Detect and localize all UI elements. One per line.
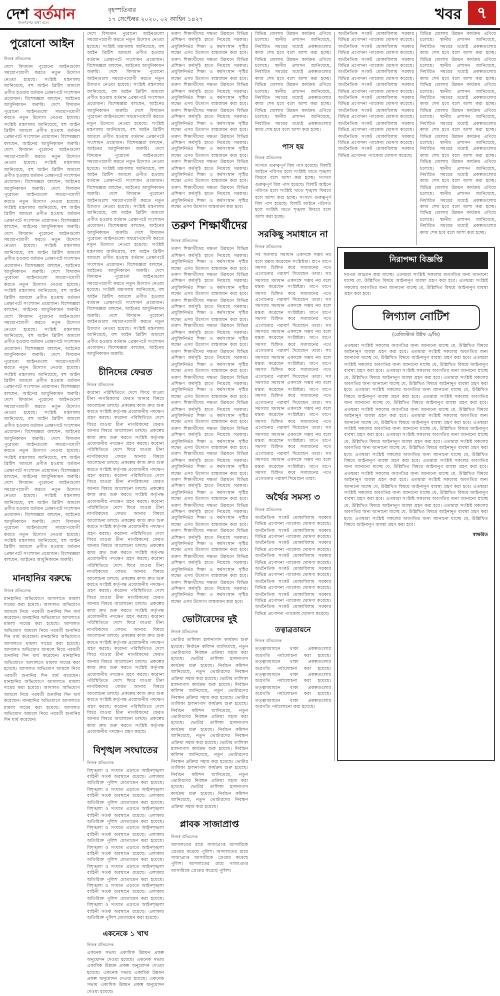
legal-notice-body: এতদ্বারা সংশ্লিষ্ট সকলের অবগতির জন্য জানানো যাচ্ছে যে, উল্লিখিত বিষয়ে আইনানুগ ব্যবস্থা গ্রহণ করা হবে। এতদ্বারা সংশ্লিষ্ট সকলের অবগতির জন্য জানানো যাচ্ছে যে, উল্লিখিত বিষয়ে আইনানুগ ব্যবস্থা গ্রহণ করা হবে। এতদ্বারা সংশ্লিষ্ট সকলের অবগতির জন্য জানানো যাচ্ছে যে, উল্লিখিত বিষয়ে আইনানুগ ব্যবস্থা গ্রহণ করা হবে। এতদ্বারা সংশ্লিষ্ট সকলের অবগতির জন্য জানানো যাচ্ছে যে, উল্লিখিত বিষয়ে আইনানুগ ব্যবস্থা গ্রহণ করা হবে। এতদ্বারা সংশ্লিষ্ট সকলের অবগতির জন্য জানানো যাচ্ছে যে, উল্লিখিত বিষয়ে আইনানুগ ব্যবস্থা গ্রহণ করা হবে। এতদ্বারা সংশ্লিষ্ট সকলের অবগতির জন্য জানানো যাচ্ছে যে, উল্লিখিত বিষয়ে আইনানুগ ব্যবস্থা গ্রহণ করা হবে। এতদ্বারা সংশ্লিষ্ট সকলের অবগতির জন্য জানানো যাচ্ছে যে, উল্লিখিত বিষয়ে আইনানুগ ব্যবস্থা গ্রহণ করা হবে। এতদ্বারা সংশ্লিষ্ট সকলের অবগতির জন্য জানানো যাচ্ছে যে, উল্লিখিত বিষয়ে আইনানুগ ব্যবস্থা গ্রহণ করা হবে। এতদ্বারা সংশ্লিষ্ট সকলের অবগতির জন্য জানানো যাচ্ছে যে, উল্লিখিত বিষয়ে আইনানুগ ব্যবস্থা গ্রহণ করা হবে। এতদ্বারা সংশ্লিষ্ট সকলের অবগতির জন্য জানানো যাচ্ছে যে, উল্লিখিত বিষয়ে আইনানুগ ব্যবস্থা গ্রহণ করা হবে। এতদ্বারা সংশ্লিষ্ট সকলের অবগতির জন্য জানানো যাচ্ছে যে, উল্লিখিত বিষয়ে আইনানুগ ব্যবস্থা গ্রহণ করা হবে। এতদ্বারা সংশ্লিষ্ট সকলের অবগতির জন্য জানানো যাচ্ছে যে, উল্লিখিত বিষয়ে আইনানুগ ব্যবস্থা গ্রহণ করা হবে। এতদ্বারা সংশ্লিষ্ট সকলের অবগতির জন্য জানানো যাচ্ছে যে, উল্লিখিত বিষয়ে আইনানুগ ব্যবস্থা গ্রহণ করা হবে। এতদ্বারা সংশ্লিষ্ট সকলের অবগতির জন্য জানানো যাচ্ছে যে, উল্লিখিত বিষয়ে আইনানুগ ব্যবস্থা গ্রহণ করা হবে। এতদ্বারা সংশ্লিষ্ট সকলের অবগতির জন্য জানানো যাচ্ছে যে, উল্লিখিত বিষয়ে আইনানুগ ব্যবস্থা গ্রহণ করা হবে। এতদ্বারা সংশ্লিষ্ট সকলের অবগতির জন্য জানানো যাচ্ছে যে, উল্লিখিত বিষয়ে আইনানুগ ব্যবস্থা গ্রহণ করা হবে। এতদ্বারা সংশ্লিষ্ট সকলের অবগতির জন্য জানানো যাচ্ছে যে, উল্লিখিত বিষয়ে আইনানুগ ব্যবস্থা গ্রহণ করা হবে। এতদ্বারা সংশ্লিষ্ট সকলের অবগতির জন্য জানানো যাচ্ছে যে, উল্লিখিত বিষয়ে আইনানুগ ব্যবস্থা গ্রহণ করা হবে। এতদ্বারা সংশ্লিষ্ট সকলের অবগতির জন্য জানানো যাচ্ছে যে, উল্লিখিত বিষয়ে আইনানুগ ব্যবস্থা গ্রহণ করা হবে। এতদ্বারা সংশ্লিষ্ট সকলের অবগতির জন্য জানানো যাচ্ছে যে, উল্লিখিত বিষয়ে আইনানুগ ব্যবস্থা গ্রহণ করা হবে।	[344, 343, 489, 528]
column-4	[255, 32, 331, 761]
article-body: তরুণ শিক্ষার্থীদের দক্ষতা উন্নয়নে বিভিন্ন প্রশিক্ষণ কর্মসূচি হাতে নিয়েছে সরকার। প্রযুক্তিনির্ভর শিক্ষা ও কর্মসংস্থান সৃষ্টির লক্ষ্যে এসব উদ্যোগ বাস্তবায়ন করা হবে। তরুণ শিক্ষার্থীদের দক্ষতা উন্নয়নে বিভিন্ন প্রশিক্ষণ কর্মসূচি হাতে নিয়েছে সরকার। প্রযুক্তিনির্ভর শিক্ষা ও কর্মসংস্থান সৃষ্টির লক্ষ্যে এসব উদ্যোগ বাস্তবায়ন করা হবে। তরুণ শিক্ষার্থীদের দক্ষতা উন্নয়নে বিভিন্ন প্রশিক্ষণ কর্মসূচি হাতে নিয়েছে সরকার। প্রযুক্তিনির্ভর শিক্ষা ও কর্মসংস্থান সৃষ্টির লক্ষ্যে এসব উদ্যোগ বাস্তবায়ন করা হবে। তরুণ শিক্ষার্থীদের দক্ষতা উন্নয়নে বিভিন্ন প্রশিক্ষণ কর্মসূচি হাতে নিয়েছে সরকার। প্রযুক্তিনির্ভর শিক্ষা ও কর্মসংস্থান সৃষ্টির লক্ষ্যে এসব উদ্যোগ বাস্তবায়ন করা হবে। তরুণ শিক্ষার্থীদের দক্ষতা উন্নয়নে বিভিন্ন প্রশিক্ষণ কর্মসূচি হাতে নিয়েছে সরকার। প্রযুক্তিনির্ভর শিক্ষা ও কর্মসংস্থান সৃষ্টির লক্ষ্যে এসব উদ্যোগ বাস্তবায়ন করা হবে। তরুণ শিক্ষার্থীদের দক্ষতা উন্নয়নে বিভিন্ন প্রশিক্ষণ কর্মসূচি হাতে নিয়েছে সরকার। প্রযুক্তিনির্ভর শিক্ষা ও কর্মসংস্থান সৃষ্টির লক্ষ্যে এসব উদ্যোগ বাস্তবায়ন করা হবে। তরুণ শিক্ষার্থীদের দক্ষতা উন্নয়নে বিভিন্ন প্রশিক্ষণ কর্মসূচি হাতে নিয়েছে সরকার। প্রযুক্তিনির্ভর শিক্ষা ও কর্মসংস্থান সৃষ্টির লক্ষ্যে এসব উদ্যোগ বাস্তবায়ন করা হবে। তরুণ শিক্ষার্থীদের দক্ষতা উন্নয়নে বিভিন্ন প্রশিক্ষণ কর্মসূচি হাতে নিয়েছে সরকার। প্রযুক্তিনির্ভর শিক্ষা ও কর্মসংস্থান সৃষ্টির লক্ষ্যে এসব উদ্যোগ বাস্তবায়ন করা হবে। তরুণ শিক্ষার্থীদের দক্ষতা উন্নয়নে বিভিন্ন প্রশিক্ষণ কর্মসূচি হাতে নিয়েছে সরকার। প্রযুক্তিনির্ভর শিক্ষা ও কর্মসংস্থান সৃষ্টির লক্ষ্যে এসব উদ্যোগ বাস্তবায়ন করা হবে। তরুণ শিক্ষার্থীদের দক্ষতা উন্নয়নে বিভিন্ন প্রশিক্ষণ কর্মসূচি হাতে নিয়েছে সরকার। প্রযুক্তিনির্ভর শিক্ষা ও কর্মসংস্থান সৃষ্টির লক্ষ্যে এসব উদ্যোগ বাস্তবায়ন করা হবে। তরুণ শিক্ষার্থীদের দক্ষতা উন্নয়নে বিভিন্ন প্রশিক্ষণ কর্মসূচি হাতে নিয়েছে সরকার। প্রযুক্তিনির্ভর শিক্ষা ও কর্মসংস্থান সৃষ্টির লক্ষ্যে এসব উদ্যোগ বাস্তবায়ন করা হবে। তরুণ শিক্ষার্থীদের দক্ষতা উন্নয়নে বিভিন্ন প্রশিক্ষণ কর্মসূচি হাতে নিয়েছে সরকার। প্রযুক্তিনির্ভর শিক্ষা ও কর্মসংস্থান সৃষ্টির লক্ষ্যে এসব উদ্যোগ বাস্তবায়ন করা হবে। তরুণ শিক্ষার্থীদের দক্ষতা উন্নয়নে বিভিন্ন প্রশিক্ষণ কর্মসূচি হাতে নিয়েছে সরকার। প্রযুক্তিনির্ভর শিক্ষা ও কর্মসংস্থান সৃষ্টির লক্ষ্যে এসব উদ্যোগ বাস্তবায়ন করা হবে। তরুণ শিক্ষার্থীদের দক্ষতা উন্নয়নে বিভিন্ন প্রশিক্ষণ কর্মসূচি হাতে নিয়েছে সরকার। প্রযুক্তিনির্ভর শিক্ষা ও কর্মসংস্থান সৃষ্টির লক্ষ্যে এসব উদ্যোগ বাস্তবায়ন করা হবে।	[171, 247, 248, 605]
article-body: বিশৃঙ্খলা ও সংঘাত এড়াতে আইনশৃঙ্খলা বাহিনী সতর্ক অবস্থানে রয়েছে। এলাকায় অতিরিক্ত পুলিশ মোতায়েন করা হয়েছে। বিশৃঙ্খলা ও সংঘাত এড়াতে আইনশৃঙ্খলা বাহিনী সতর্ক অবস্থানে রয়েছে। এলাকায় অতিরিক্ত পুলিশ মোতায়েন করা হয়েছে। বিশৃঙ্খলা ও সংঘাত এড়াতে আইনশৃঙ্খলা বাহিনী সতর্ক অবস্থানে রয়েছে। এলাকায় অতিরিক্ত পুলিশ মোতায়েন করা হয়েছে। বিশৃঙ্খলা ও সংঘাত এড়াতে আইনশৃঙ্খলা বাহিনী সতর্ক অবস্থানে রয়েছে। এলাকায় অতিরিক্ত পুলিশ মোতায়েন করা হয়েছে। বিশৃঙ্খলা ও সংঘাত এড়াতে আইনশৃঙ্খলা বাহিনী সতর্ক অবস্থানে রয়েছে। এলাকায় অতিরিক্ত পুলিশ মোতায়েন করা হয়েছে। বিশৃঙ্খলা ও সংঘাত এড়াতে আইনশৃঙ্খলা বাহিনী সতর্ক অবস্থানে রয়েছে। এলাকায় অতিরিক্ত পুলিশ মোতায়েন করা হয়েছে। বিশৃঙ্খলা ও সংঘাত এড়াতে আইনশৃঙ্খলা বাহিনী সতর্ক অবস্থানে রয়েছে। এলাকায় অতিরিক্ত পুলিশ মোতায়েন করা হয়েছে। বিশৃঙ্খলা ও সংঘাত এড়াতে আইনশৃঙ্খলা বাহিনী সতর্ক অবস্থানে রয়েছে। এলাকায় অতিরিক্ত পুলিশ মোতায়েন করা হয়েছে।	[87, 768, 164, 921]
article-byline: নিজস্ব প্রতিবেদক	[255, 154, 282, 160]
column-rule	[251, 32, 252, 761]
article-headline[interactable]: ভোটারেদের দুই	[182, 615, 237, 626]
article-byline: নিজস্ব প্রতিবেদক	[171, 629, 198, 635]
masthead	[0, 0, 500, 30]
signature: স্বাক্ষরিত	[472, 533, 488, 539]
legal-notice-box	[337, 247, 495, 761]
legal-notice-subtitle: (রেজিস্টার্ড উইথ এ/ডি)	[392, 331, 440, 338]
article-byline: নিজস্ব প্রতিবেদক	[87, 381, 114, 387]
article-headline[interactable]: তত্বাব্রতায়নে	[275, 625, 311, 635]
article-body: ভোটার তালিকা হালনাগাদ কার্যক্রম শুরু হয়েছে। নির্বাচন কমিশন জানিয়েছে, নতুন ভোটারদের নিবন্ধন প্রক্রিয়া সহজ করা হয়েছে। ভোটার তালিকা হালনাগাদ কার্যক্রম শুরু হয়েছে। নির্বাচন কমিশন জানিয়েছে, নতুন ভোটারদের নিবন্ধন প্রক্রিয়া সহজ করা হয়েছে। ভোটার তালিকা হালনাগাদ কার্যক্রম শুরু হয়েছে। নির্বাচন কমিশন জানিয়েছে, নতুন ভোটারদের নিবন্ধন প্রক্রিয়া সহজ করা হয়েছে। ভোটার তালিকা হালনাগাদ কার্যক্রম শুরু হয়েছে। নির্বাচন কমিশন জানিয়েছে, নতুন ভোটারদের নিবন্ধন প্রক্রিয়া সহজ করা হয়েছে। ভোটার তালিকা হালনাগাদ কার্যক্রম শুরু হয়েছে। নির্বাচন কমিশন জানিয়েছে, নতুন ভোটারদের নিবন্ধন প্রক্রিয়া সহজ করা হয়েছে। ভোটার তালিকা হালনাগাদ কার্যক্রম শুরু হয়েছে। নির্বাচন কমিশন জানিয়েছে, নতুন ভোটারদের নিবন্ধন প্রক্রিয়া সহজ করা হয়েছে। ভোটার তালিকা হালনাগাদ কার্যক্রম শুরু হয়েছে। নির্বাচন কমিশন জানিয়েছে, নতুন ভোটারদের নিবন্ধন প্রক্রিয়া সহজ করা হয়েছে। ভোটার তালিকা হালনাগাদ কার্যক্রম শুরু হয়েছে। নির্বাচন কমিশন জানিয়েছে, নতুন ভোটারদের নিবন্ধন প্রক্রিয়া সহজ করা হয়েছে।	[171, 638, 249, 810]
article-headline[interactable]: মানহানির বরুদ্ধে	[12, 573, 72, 584]
article-byline: নিজস্ব প্রতিবেদক	[171, 238, 198, 244]
article-headline[interactable]: অর্থৈর সমস্য ৩	[266, 492, 320, 503]
article-body: বিভিন্ন জেলায় উন্নয়ন কার্যক্রম এগিয়ে চলেছে। স্থানীয় প্রশাসন জানিয়েছে, নির্ধারিত সময়ের মধ্যেই প্রকল্পগুলোর কাজ শেষ হবে বলে আশা করা হচ্ছে। বিভিন্ন জেলায় উন্নয়ন কার্যক্রম এগিয়ে চলেছে। স্থানীয় প্রশাসন জানিয়েছে, নির্ধারিত সময়ের মধ্যেই প্রকল্পগুলোর কাজ শেষ হবে বলে আশা করা হচ্ছে। বিভিন্ন জেলায় উন্নয়ন কার্যক্রম এগিয়ে চলেছে। স্থানীয় প্রশাসন জানিয়েছে, নির্ধারিত সময়ের মধ্যেই প্রকল্পগুলোর কাজ শেষ হবে বলে আশা করা হচ্ছে। বিভিন্ন জেলায় উন্নয়ন কার্যক্রম এগিয়ে চলেছে। স্থানীয় প্রশাসন জানিয়েছে, নির্ধারিত সময়ের মধ্যেই প্রকল্পগুলোর কাজ শেষ হবে বলে আশা করা হচ্ছে।	[255, 32, 331, 134]
article-body: আদালতের রায়ে সাজাপ্রাপ্ত আসামিকে গ্রেপ্তার করেছে পুলিশ। আদালতের রায়ে সাজাপ্রাপ্ত আসামিকে গ্রেপ্তার করেছে পুলিশ। আদালতের রায়ে সাজাপ্রাপ্ত আসামিকে গ্রেপ্তার করেছে পুলিশ।	[171, 843, 249, 874]
column-rule	[334, 32, 335, 761]
article-body: মানহানির অভিযোগে আদালতে মামলা দায়ের করা হয়েছে। আদালত অভিযোগ আমলে নিয়ে পরবর্তী শুনানির দিন ধার্য করেছেন। মানহানির অভিযোগে আদালতে মামলা দায়ের করা হয়েছে। আদালত অভিযোগ আমলে নিয়ে পরবর্তী শুনানির দিন ধার্য করেছেন। মানহানির অভিযোগে আদালতে মামলা দায়ের করা হয়েছে। আদালত অভিযোগ আমলে নিয়ে পরবর্তী শুনানির দিন ধার্য করেছেন। মানহানির অভিযোগে আদালতে মামলা দায়ের করা হয়েছে। আদালত অভিযোগ আমলে নিয়ে পরবর্তী শুনানির দিন ধার্য করেছেন। মানহানির অভিযোগে আদালতে মামলা দায়ের করা হয়েছে। আদালত অভিযোগ আমলে নিয়ে পরবর্তী শুনানির দিন ধার্য করেছেন। মানহানির অভিযোগে আদালতে মামলা দায়ের করা হয়েছে। আদালত অভিযোগ আমলে নিয়ে পরবর্তী শুনানির দিন ধার্য করেছেন।	[4, 596, 81, 724]
article-byline: নিজস্ব প্রতিবেদক	[255, 506, 282, 512]
column-5a	[338, 32, 414, 242]
article-headline[interactable]: চীনিদের ফেরত	[98, 367, 153, 378]
tender-header: নিরাপদ্দা বিজ্ঞপ্তি	[344, 252, 488, 269]
logo-part2: বর্তমান	[34, 5, 76, 23]
article-headline[interactable]: একনেকে ১ খাখ	[102, 929, 149, 939]
article-headline[interactable]: পুরোনো আইন	[9, 37, 75, 50]
article-headline[interactable]: সরকিছু সমাধানে না	[258, 230, 328, 241]
column-6a	[420, 32, 496, 242]
article-body: তত্ত্বাবধায়নে থাকা প্রকল্পগুলোর অগ্রগতি পর্যালোচনা করা হয়েছে। তত্ত্বাবধায়নে থাকা প্রকল্পগুলোর অগ্রগতি পর্যালোচনা করা হয়েছে। তত্ত্বাবধায়নে থাকা প্রকল্পগুলোর অগ্রগতি পর্যালোচনা করা হয়েছে। তত্ত্বাবধায়নে থাকা প্রকল্পগুলোর অগ্রগতি পর্যালোচনা করা হয়েছে। তত্ত্বাবধায়নে থাকা প্রকল্পগুলোর অগ্রগতি পর্যালোচনা করা হয়েছে।	[255, 647, 331, 710]
article-body: অর্থনৈতিক সংকট মোকাবিলায় সরকার বিভিন্ন প্রণোদনা প্যাকেজ ঘোষণা করেছে। অর্থনৈতিক সংকট মোকাবিলায় সরকার বিভিন্ন প্রণোদনা প্যাকেজ ঘোষণা করেছে। অর্থনৈতিক সংকট মোকাবিলায় সরকার বিভিন্ন প্রণোদনা প্যাকেজ ঘোষণা করেছে। অর্থনৈতিক সংকট মোকাবিলায় সরকার বিভিন্ন প্রণোদনা প্যাকেজ ঘোষণা করেছে। অর্থনৈতিক সংকট মোকাবিলায় সরকার বিভিন্ন প্রণোদনা প্যাকেজ ঘোষণা করেছে। অর্থনৈতিক সংকট মোকাবিলায় সরকার বিভিন্ন প্রণোদনা প্যাকেজ ঘোষণা করেছে। অর্থনৈতিক সংকট মোকাবিলায় সরকার বিভিন্ন প্রণোদনা প্যাকেজ ঘোষণা করেছে। অর্থনৈতিক সংকট মোকাবিলায় সরকার বিভিন্ন প্রণোদনা প্যাকেজ ঘোষণা করেছে।	[255, 515, 331, 617]
logo-part1: দেশ	[6, 5, 29, 23]
article-byline: নিজস্ব প্রতিবেদক	[4, 56, 31, 61]
page-number-badge: ৭	[468, 1, 496, 25]
article-body: সব সমস্যার সমাধান একসঙ্গে সম্ভব নয় বলে মন্তব্য করেছেন সংশ্লিষ্টরা। ধাপে ধাপে সমস্যা চিহ্নিত করে সমাধানের পথে এগোনোর পরামর্শ দিয়েছেন তারা। সব সমস্যার সমাধান একসঙ্গে সম্ভব নয় বলে মন্তব্য করেছেন সংশ্লিষ্টরা। ধাপে ধাপে সমস্যা চিহ্নিত করে সমাধানের পথে এগোনোর পরামর্শ দিয়েছেন তারা। সব সমস্যার সমাধান একসঙ্গে সম্ভব নয় বলে মন্তব্য করেছেন সংশ্লিষ্টরা। ধাপে ধাপে সমস্যা চিহ্নিত করে সমাধানের পথে এগোনোর পরামর্শ দিয়েছেন তারা। সব সমস্যার সমাধান একসঙ্গে সম্ভব নয় বলে মন্তব্য করেছেন সংশ্লিষ্টরা। ধাপে ধাপে সমস্যা চিহ্নিত করে সমাধানের পথে এগোনোর পরামর্শ দিয়েছেন তারা। সব সমস্যার সমাধান একসঙ্গে সম্ভব নয় বলে মন্তব্য করেছেন সংশ্লিষ্টরা। ধাপে ধাপে সমস্যা চিহ্নিত করে সমাধানের পথে এগোনোর পরামর্শ দিয়েছেন তারা। সব সমস্যার সমাধান একসঙ্গে সম্ভব নয় বলে মন্তব্য করেছেন সংশ্লিষ্টরা। ধাপে ধাপে সমস্যা চিহ্নিত করে সমাধানের পথে এগোনোর পরামর্শ দিয়েছেন তারা। সব সমস্যার সমাধান একসঙ্গে সম্ভব নয় বলে মন্তব্য করেছেন সংশ্লিষ্টরা। ধাপে ধাপে সমস্যা চিহ্নিত করে সমাধানের পথে এগোনোর পরামর্শ দিয়েছেন তারা। সব সমস্যার সমাধান একসঙ্গে সম্ভব নয় বলে মন্তব্য করেছেন সংশ্লিষ্টরা। ধাপে ধাপে সমস্যা চিহ্নিত করে সমাধানের পথে এগোনোর পরামর্শ দিয়েছেন তারা। সব সমস্যার সমাধান একসঙ্গে সম্ভব নয় বলে মন্তব্য করেছেন সংশ্লিষ্টরা। ধাপে ধাপে সমস্যা চিহ্নিত করে সমাধানের পথে এগোনোর পরামর্শ দিয়েছেন তারা।	[255, 253, 331, 483]
day-text: বৃহস্পতিবার	[108, 7, 136, 14]
column-rule	[416, 32, 417, 245]
article-byline: নিজস্ব প্রতিবেদক	[87, 759, 114, 765]
column-1	[4, 32, 80, 761]
section-title: খবর	[435, 5, 462, 23]
column-rule	[83, 32, 84, 761]
column-2	[87, 32, 165, 995]
article-byline: নিজস্ব প্রতিবেদক	[255, 638, 282, 644]
article-body: দেশে বিদ্যমান পুরোনো আইনগুলো সময়োপযোগী করতে নতুন উদ্যোগ নেওয়া হয়েছে। সংশ্লিষ্ট মন্ত্রণালয় জানিয়েছে, বহু আইন ব্রিটিশ আমলে প্রণীত হওয়ায় বর্তমান প্রেক্ষাপটে সংশোধন প্রয়োজন। বিশেষজ্ঞরা বলছেন, আইনের আধুনিকায়ন জরুরি। দেশে বিদ্যমান পুরোনো আইনগুলো সময়োপযোগী করতে নতুন উদ্যোগ নেওয়া হয়েছে। সংশ্লিষ্ট মন্ত্রণালয় জানিয়েছে, বহু আইন ব্রিটিশ আমলে প্রণীত হওয়ায় বর্তমান প্রেক্ষাপটে সংশোধন প্রয়োজন। বিশেষজ্ঞরা বলছেন, আইনের আধুনিকায়ন জরুরি। দেশে বিদ্যমান পুরোনো আইনগুলো সময়োপযোগী করতে নতুন উদ্যোগ নেওয়া হয়েছে। সংশ্লিষ্ট মন্ত্রণালয় জানিয়েছে, বহু আইন ব্রিটিশ আমলে প্রণীত হওয়ায় বর্তমান প্রেক্ষাপটে সংশোধন প্রয়োজন। বিশেষজ্ঞরা বলছেন, আইনের আধুনিকায়ন জরুরি। দেশে বিদ্যমান পুরোনো আইনগুলো সময়োপযোগী করতে নতুন উদ্যোগ নেওয়া হয়েছে। সংশ্লিষ্ট মন্ত্রণালয় জানিয়েছে, বহু আইন ব্রিটিশ আমলে প্রণীত হওয়ায় বর্তমান প্রেক্ষাপটে সংশোধন প্রয়োজন। বিশেষজ্ঞরা বলছেন, আইনের আধুনিকায়ন জরুরি। দেশে বিদ্যমান পুরোনো আইনগুলো সময়োপযোগী করতে নতুন উদ্যোগ নেওয়া হয়েছে। সংশ্লিষ্ট মন্ত্রণালয় জানিয়েছে, বহু আইন ব্রিটিশ আমলে প্রণীত হওয়ায় বর্তমান প্রেক্ষাপটে সংশোধন প্রয়োজন। বিশেষজ্ঞরা বলছেন, আইনের আধুনিকায়ন জরুরি। দেশে বিদ্যমান পুরোনো আইনগুলো সময়োপযোগী করতে নতুন উদ্যোগ নেওয়া হয়েছে। সংশ্লিষ্ট মন্ত্রণালয় জানিয়েছে, বহু আইন ব্রিটিশ আমলে প্রণীত হওয়ায় বর্তমান প্রেক্ষাপটে সংশোধন প্রয়োজন। বিশেষজ্ঞরা বলছেন, আইনের আধুনিকায়ন জরুরি। দেশে বিদ্যমান পুরোনো আইনগুলো সময়োপযোগী করতে নতুন উদ্যোগ নেওয়া হয়েছে। সংশ্লিষ্ট মন্ত্রণালয় জানিয়েছে, বহু আইন ব্রিটিশ আমলে প্রণীত হওয়ায় বর্তমান প্রেক্ষাপটে সংশোধন প্রয়োজন। বিশেষজ্ঞরা বলছেন, আইনের আধুনিকায়ন জরুরি। দেশে বিদ্যমান পুরোনো আইনগুলো সময়োপযোগী করতে নতুন উদ্যোগ নেওয়া হয়েছে। সংশ্লিষ্ট মন্ত্রণালয় জানিয়েছে, বহু আইন ব্রিটিশ আমলে প্রণীত হওয়ায় বর্তমান প্রেক্ষাপটে সংশোধন প্রয়োজন। বিশেষজ্ঞরা বলছেন, আইনের আধুনিকায়ন জরুরি। দেশে বিদ্যমান পুরোনো আইনগুলো সময়োপযোগী করতে নতুন উদ্যোগ নেওয়া হয়েছে। সংশ্লিষ্ট মন্ত্রণালয় জানিয়েছে, বহু আইন ব্রিটিশ আমলে প্রণীত হওয়ায় বর্তমান প্রেক্ষাপটে সংশোধন প্রয়োজন। বিশেষজ্ঞরা বলছেন, আইনের আধুনিকায়ন জরুরি। দেশে বিদ্যমান পুরোনো আইনগুলো সময়োপযোগী করতে নতুন উদ্যোগ নেওয়া হয়েছে। সংশ্লিষ্ট মন্ত্রণালয় জানিয়েছে, বহু আইন ব্রিটিশ আমলে প্রণীত হওয়ায় বর্তমান প্রেক্ষাপটে সংশোধন প্রয়োজন। বিশেষজ্ঞরা বলছেন, আইনের আধুনিকায়ন জরুরি। দেশে বিদ্যমান পুরোনো আইনগুলো সময়োপযোগী করতে নতুন উদ্যোগ নেওয়া হয়েছে। সংশ্লিষ্ট মন্ত্রণালয় জানিয়েছে, বহু আইন ব্রিটিশ আমলে প্রণীত হওয়ায় বর্তমান প্রেক্ষাপটে সংশোধন প্রয়োজন। বিশেষজ্ঞরা বলছেন, আইনের আধুনিকায়ন জরুরি। দেশে বিদ্যমান পুরোনো আইনগুলো সময়োপযোগী করতে নতুন উদ্যোগ নেওয়া হয়েছে। সংশ্লিষ্ট মন্ত্রণালয় জানিয়েছে, বহু আইন ব্রিটিশ আমলে প্রণীত হওয়ায় বর্তমান প্রেক্ষাপটে সংশোধন প্রয়োজন। বিশেষজ্ঞরা বলছেন, আইনের আধুনিকায়ন জরুরি।	[4, 65, 81, 564]
article-body: দেশে বিদ্যমান পুরোনো আইনগুলো সময়োপযোগী করতে নতুন উদ্যোগ নেওয়া হয়েছে। সংশ্লিষ্ট মন্ত্রণালয় জানিয়েছে, বহু আইন ব্রিটিশ আমলে প্রণীত হওয়ায় বর্তমান প্রেক্ষাপটে সংশোধন প্রয়োজন। বিশেষজ্ঞরা বলছেন, আইনের আধুনিকায়ন জরুরি। দেশে বিদ্যমান পুরোনো আইনগুলো সময়োপযোগী করতে নতুন উদ্যোগ নেওয়া হয়েছে। সংশ্লিষ্ট মন্ত্রণালয় জানিয়েছে, বহু আইন ব্রিটিশ আমলে প্রণীত হওয়ায় বর্তমান প্রেক্ষাপটে সংশোধন প্রয়োজন। বিশেষজ্ঞরা বলছেন, আইনের আধুনিকায়ন জরুরি। দেশে বিদ্যমান পুরোনো আইনগুলো সময়োপযোগী করতে নতুন উদ্যোগ নেওয়া হয়েছে। সংশ্লিষ্ট মন্ত্রণালয় জানিয়েছে, বহু আইন ব্রিটিশ আমলে প্রণীত হওয়ায় বর্তমান প্রেক্ষাপটে সংশোধন প্রয়োজন। বিশেষজ্ঞরা বলছেন, আইনের আধুনিকায়ন জরুরি। দেশে বিদ্যমান পুরোনো আইনগুলো সময়োপযোগী করতে নতুন উদ্যোগ নেওয়া হয়েছে। সংশ্লিষ্ট মন্ত্রণালয় জানিয়েছে, বহু আইন ব্রিটিশ আমলে প্রণীত হওয়ায় বর্তমান প্রেক্ষাপটে সংশোধন প্রয়োজন। বিশেষজ্ঞরা বলছেন, আইনের আধুনিকায়ন জরুরি। দেশে বিদ্যমান পুরোনো আইনগুলো সময়োপযোগী করতে নতুন উদ্যোগ নেওয়া হয়েছে। সংশ্লিষ্ট মন্ত্রণালয় জানিয়েছে, বহু আইন ব্রিটিশ আমলে প্রণীত হওয়ায় বর্তমান প্রেক্ষাপটে সংশোধন প্রয়োজন। বিশেষজ্ঞরা বলছেন, আইনের আধুনিকায়ন জরুরি। দেশে বিদ্যমান পুরোনো আইনগুলো সময়োপযোগী করতে নতুন উদ্যোগ নেওয়া হয়েছে। সংশ্লিষ্ট মন্ত্রণালয় জানিয়েছে, বহু আইন ব্রিটিশ আমলে প্রণীত হওয়ায় বর্তমান প্রেক্ষাপটে সংশোধন প্রয়োজন। বিশেষজ্ঞরা বলছেন, আইনের আধুনিকায়ন জরুরি। দেশে বিদ্যমান পুরোনো আইনগুলো সময়োপযোগী করতে নতুন উদ্যোগ নেওয়া হয়েছে। সংশ্লিষ্ট মন্ত্রণালয় জানিয়েছে, বহু আইন ব্রিটিশ আমলে প্রণীত হওয়ায় বর্তমান প্রেক্ষাপটে সংশোধন প্রয়োজন। বিশেষজ্ঞরা বলছেন, আইনের আধুনিকায়ন জরুরি। দেশে বিদ্যমান পুরোনো আইনগুলো সময়োপযোগী করতে নতুন উদ্যোগ নেওয়া হয়েছে। সংশ্লিষ্ট মন্ত্রণালয় জানিয়েছে, বহু আইন ব্রিটিশ আমলে প্রণীত হওয়ায় বর্তমান প্রেক্ষাপটে সংশোধন প্রয়োজন। বিশেষজ্ঞরা বলছেন, আইনের আধুনিকায়ন জরুরি।	[87, 32, 165, 358]
tagline: জনগণের কথা বলে	[18, 20, 49, 25]
article-headline[interactable]: তরুণ শিক্ষার্থীদের	[171, 219, 248, 233]
date-text: ১৭ সেপ্টেম্বর ২০২০, ০২ আশ্বিন ১৪২৭	[108, 16, 204, 23]
article-byline: নিজস্ব প্রতিবেদক	[4, 587, 31, 593]
article-byline: নিজস্ব প্রতিবেদক	[171, 834, 198, 840]
article-byline: নিজস্ব প্রতিবেদক	[87, 942, 114, 948]
column-rule	[167, 32, 168, 761]
article-body: সংসদে গুরুত্বপূর্ণ বিল পাস হয়েছে। বিলটি আইনে পরিণত হলে সংশ্লিষ্ট খাতে শৃঙ্খলা ফিরবে বলে আশা করা হচ্ছে। সংসদে গুরুত্বপূর্ণ বিল পাস হয়েছে। বিলটি আইনে পরিণত হলে সংশ্লিষ্ট খাতে শৃঙ্খলা ফিরবে বলে আশা করা হচ্ছে। সংসদে গুরুত্বপূর্ণ বিল পাস হয়েছে। বিলটি আইনে পরিণত হলে সংশ্লিষ্ট খাতে শৃঙ্খলা ফিরবে বলে আশা করা হচ্ছে।	[255, 163, 332, 220]
column-3	[171, 32, 249, 874]
article-byline: নিজস্ব প্রতিবেদক	[255, 244, 282, 250]
tender-intro: দরপত্র আহ্বান করা যাচ্ছে। এতদ্বারা সংশ্লিষ্ট সকলের অবগতির জন্য জানানো যাচ্ছে যে, উল্লিখিত বিষয়ে আইনানুগ ব্যবস্থা গ্রহণ করা হবে। এতদ্বারা সংশ্লিষ্ট সকলের অবগতির জন্য জানানো যাচ্ছে যে, উল্লিখিত বিষয়ে আইনানুগ ব্যবস্থা গ্রহণ করা হবে।	[344, 273, 488, 298]
article-headline[interactable]: প্লাবক সাজাপ্রাপ্ত	[179, 820, 240, 831]
article-body: করোনা পরিস্থিতিতে দেশে ফিরে যাওয়া চীনা নাগরিকদের ফেরত আনার বিষয়ে আলোচনা চলছে। প্রকল্পের কাজ দ্রুত শুরু করতে সংশ্লিষ্ট কর্তৃপক্ষ প্রয়োজনীয় পদক্ষেপ গ্রহণ করছে। করোনা পরিস্থিতিতে দেশে ফিরে যাওয়া চীনা নাগরিকদের ফেরত আনার বিষয়ে আলোচনা চলছে। প্রকল্পের কাজ দ্রুত শুরু করতে সংশ্লিষ্ট কর্তৃপক্ষ প্রয়োজনীয় পদক্ষেপ গ্রহণ করছে। করোনা পরিস্থিতিতে দেশে ফিরে যাওয়া চীনা নাগরিকদের ফেরত আনার বিষয়ে আলোচনা চলছে। প্রকল্পের কাজ দ্রুত শুরু করতে সংশ্লিষ্ট কর্তৃপক্ষ প্রয়োজনীয় পদক্ষেপ গ্রহণ করছে। করোনা পরিস্থিতিতে দেশে ফিরে যাওয়া চীনা নাগরিকদের ফেরত আনার বিষয়ে আলোচনা চলছে। প্রকল্পের কাজ দ্রুত শুরু করতে সংশ্লিষ্ট কর্তৃপক্ষ প্রয়োজনীয় পদক্ষেপ গ্রহণ করছে। করোনা পরিস্থিতিতে দেশে ফিরে যাওয়া চীনা নাগরিকদের ফেরত আনার বিষয়ে আলোচনা চলছে। প্রকল্পের কাজ দ্রুত শুরু করতে সংশ্লিষ্ট কর্তৃপক্ষ প্রয়োজনীয় পদক্ষেপ গ্রহণ করছে। করোনা পরিস্থিতিতে দেশে ফিরে যাওয়া চীনা নাগরিকদের ফেরত আনার বিষয়ে আলোচনা চলছে। প্রকল্পের কাজ দ্রুত শুরু করতে সংশ্লিষ্ট কর্তৃপক্ষ প্রয়োজনীয় পদক্ষেপ গ্রহণ করছে। করোনা পরিস্থিতিতে দেশে ফিরে যাওয়া চীনা নাগরিকদের ফেরত আনার বিষয়ে আলোচনা চলছে। প্রকল্পের কাজ দ্রুত শুরু করতে সংশ্লিষ্ট কর্তৃপক্ষ প্রয়োজনীয় পদক্ষেপ গ্রহণ করছে। করোনা পরিস্থিতিতে দেশে ফিরে যাওয়া চীনা নাগরিকদের ফেরত আনার বিষয়ে আলোচনা চলছে। প্রকল্পের কাজ দ্রুত শুরু করতে সংশ্লিষ্ট কর্তৃপক্ষ প্রয়োজনীয় পদক্ষেপ গ্রহণ করছে। করোনা পরিস্থিতিতে দেশে ফিরে যাওয়া চীনা নাগরিকদের ফেরত আনার বিষয়ে আলোচনা চলছে। প্রকল্পের কাজ দ্রুত শুরু করতে সংশ্লিষ্ট কর্তৃপক্ষ প্রয়োজনীয় পদক্ষেপ গ্রহণ করছে। করোনা পরিস্থিতিতে দেশে ফিরে যাওয়া চীনা নাগরিকদের ফেরত আনার বিষয়ে আলোচনা চলছে। প্রকল্পের কাজ দ্রুত শুরু করতে সংশ্লিষ্ট কর্তৃপক্ষ প্রয়োজনীয় পদক্ষেপ গ্রহণ করছে। করোনা পরিস্থিতিতে দেশে ফিরে যাওয়া চীনা নাগরিকদের ফেরত আনার বিষয়ে আলোচনা চলছে। প্রকল্পের কাজ দ্রুত শুরু করতে সংশ্লিষ্ট কর্তৃপক্ষ প্রয়োজনীয় পদক্ষেপ গ্রহণ করছে। করোনা পরিস্থিতিতে দেশে ফিরে যাওয়া চীনা নাগরিকদের ফেরত আনার বিষয়ে আলোচনা চলছে। প্রকল্পের কাজ দ্রুত শুরু করতে সংশ্লিষ্ট কর্তৃপক্ষ প্রয়োজনীয় পদক্ষেপ গ্রহণ করছে।	[87, 390, 165, 736]
legal-notice-title: লিগ্যাল নোটিশ	[352, 305, 480, 330]
article-body: বিভিন্ন জেলায় উন্নয়ন কার্যক্রম এগিয়ে চলেছে। স্থানীয় প্রশাসন জানিয়েছে, নির্ধারিত সময়ের মধ্যেই প্রকল্পগুলোর কাজ শেষ হবে বলে আশা করা হচ্ছে। বিভিন্ন জেলায় উন্নয়ন কার্যক্রম এগিয়ে চলেছে। স্থানীয় প্রশাসন জানিয়েছে, নির্ধারিত সময়ের মধ্যেই প্রকল্পগুলোর কাজ শেষ হবে বলে আশা করা হচ্ছে। বিভিন্ন জেলায় উন্নয়ন কার্যক্রম এগিয়ে চলেছে। স্থানীয় প্রশাসন জানিয়েছে, নির্ধারিত সময়ের মধ্যেই প্রকল্পগুলোর কাজ শেষ হবে বলে আশা করা হচ্ছে। বিভিন্ন জেলায় উন্নয়ন কার্যক্রম এগিয়ে চলেছে। স্থানীয় প্রশাসন জানিয়েছে, নির্ধারিত সময়ের মধ্যেই প্রকল্পগুলোর কাজ শেষ হবে বলে আশা করা হচ্ছে। বিভিন্ন জেলায় উন্নয়ন কার্যক্রম এগিয়ে চলেছে। স্থানীয় প্রশাসন জানিয়েছে, নির্ধারিত সময়ের মধ্যেই প্রকল্পগুলোর কাজ শেষ হবে বলে আশা করা হচ্ছে। বিভিন্ন জেলায় উন্নয়ন কার্যক্রম এগিয়ে চলেছে। স্থানীয় প্রশাসন জানিয়েছে, নির্ধারিত সময়ের মধ্যেই প্রকল্পগুলোর কাজ শেষ হবে বলে আশা করা হচ্ছে। বিভিন্ন জেলায় উন্নয়ন কার্যক্রম এগিয়ে চলেছে। স্থানীয় প্রশাসন জানিয়েছে, নির্ধারিত সময়ের মধ্যেই প্রকল্পগুলোর কাজ শেষ হবে বলে আশা করা হচ্ছে। বিভিন্ন জেলায় উন্নয়ন কার্যক্রম এগিয়ে চলেছে। স্থানীয় প্রশাসন জানিয়েছে, নির্ধারিত সময়ের মধ্যেই প্রকল্পগুলোর কাজ শেষ হবে বলে আশা করা হচ্ছে।	[420, 32, 496, 236]
article-body: অর্থনৈতিক সংকট মোকাবিলায় সরকার বিভিন্ন প্রণোদনা প্যাকেজ ঘোষণা করেছে। অর্থনৈতিক সংকট মোকাবিলায় সরকার বিভিন্ন প্রণোদনা প্যাকেজ ঘোষণা করেছে। অর্থনৈতিক সংকট মোকাবিলায় সরকার বিভিন্ন প্রণোদনা প্যাকেজ ঘোষণা করেছে। অর্থনৈতিক সংকট মোকাবিলায় সরকার বিভিন্ন প্রণোদনা প্যাকেজ ঘোষণা করেছে। অর্থনৈতিক সংকট মোকাবিলায় সরকার বিভিন্ন প্রণোদনা প্যাকেজ ঘোষণা করেছে। অর্থনৈতিক সংকট মোকাবিলায় সরকার বিভিন্ন প্রণোদনা প্যাকেজ ঘোষণা করেছে। অর্থনৈতিক সংকট মোকাবিলায় সরকার বিভিন্ন প্রণোদনা প্যাকেজ ঘোষণা করেছে। অর্থনৈতিক সংকট মোকাবিলায় সরকার বিভিন্ন প্রণোদনা প্যাকেজ ঘোষণা করেছে। অর্থনৈতিক সংকট মোকাবিলায় সরকার বিভিন্ন প্রণোদনা প্যাকেজ ঘোষণা করেছে। অর্থনৈতিক সংকট মোকাবিলায় সরকার বিভিন্ন প্রণোদনা প্যাকেজ ঘোষণা করেছে।	[338, 32, 414, 159]
article-headline[interactable]: পাস হয়	[282, 141, 304, 151]
article-headline[interactable]: বিশৃঙ্খল সংঘাতের	[93, 745, 158, 756]
article-body: তরুণ শিক্ষার্থীদের দক্ষতা উন্নয়নে বিভিন্ন প্রশিক্ষণ কর্মসূচি হাতে নিয়েছে সরকার। প্রযুক্তিনির্ভর শিক্ষা ও কর্মসংস্থান সৃষ্টির লক্ষ্যে এসব উদ্যোগ বাস্তবায়ন করা হবে। তরুণ শিক্ষার্থীদের দক্ষতা উন্নয়নে বিভিন্ন প্রশিক্ষণ কর্মসূচি হাতে নিয়েছে সরকার। প্রযুক্তিনির্ভর শিক্ষা ও কর্মসংস্থান সৃষ্টির লক্ষ্যে এসব উদ্যোগ বাস্তবায়ন করা হবে। তরুণ শিক্ষার্থীদের দক্ষতা উন্নয়নে বিভিন্ন প্রশিক্ষণ কর্মসূচি হাতে নিয়েছে সরকার। প্রযুক্তিনির্ভর শিক্ষা ও কর্মসংস্থান সৃষ্টির লক্ষ্যে এসব উদ্যোগ বাস্তবায়ন করা হবে। তরুণ শিক্ষার্থীদের দক্ষতা উন্নয়নে বিভিন্ন প্রশিক্ষণ কর্মসূচি হাতে নিয়েছে সরকার। প্রযুক্তিনির্ভর শিক্ষা ও কর্মসংস্থান সৃষ্টির লক্ষ্যে এসব উদ্যোগ বাস্তবায়ন করা হবে। তরুণ শিক্ষার্থীদের দক্ষতা উন্নয়নে বিভিন্ন প্রশিক্ষণ কর্মসূচি হাতে নিয়েছে সরকার। প্রযুক্তিনির্ভর শিক্ষা ও কর্মসংস্থান সৃষ্টির লক্ষ্যে এসব উদ্যোগ বাস্তবায়ন করা হবে। তরুণ শিক্ষার্থীদের দক্ষতা উন্নয়নে বিভিন্ন প্রশিক্ষণ কর্মসূচি হাতে নিয়েছে সরকার। প্রযুক্তিনির্ভর শিক্ষা ও কর্মসংস্থান সৃষ্টির লক্ষ্যে এসব উদ্যোগ বাস্তবায়ন করা হবে। তরুণ শিক্ষার্থীদের দক্ষতা উন্নয়নে বিভিন্ন প্রশিক্ষণ কর্মসূচি হাতে নিয়েছে সরকার। প্রযুক্তিনির্ভর শিক্ষা ও কর্মসংস্থান সৃষ্টির লক্ষ্যে এসব উদ্যোগ বাস্তবায়ন করা হবে।	[171, 32, 248, 210]
article-body: একনেক সভায় একাধিক উন্নয়ন প্রকল্প অনুমোদন দেওয়া হয়েছে। একনেক সভায় একাধিক উন্নয়ন প্রকল্প অনুমোদন দেওয়া হয়েছে। একনেক সভায় একাধিক উন্নয়ন প্রকল্প অনুমোদন দেওয়া হয়েছে। একনেক সভায় একাধিক উন্নয়ন প্রকল্প অনুমোদন দেওয়া হয়েছে।	[87, 951, 165, 995]
